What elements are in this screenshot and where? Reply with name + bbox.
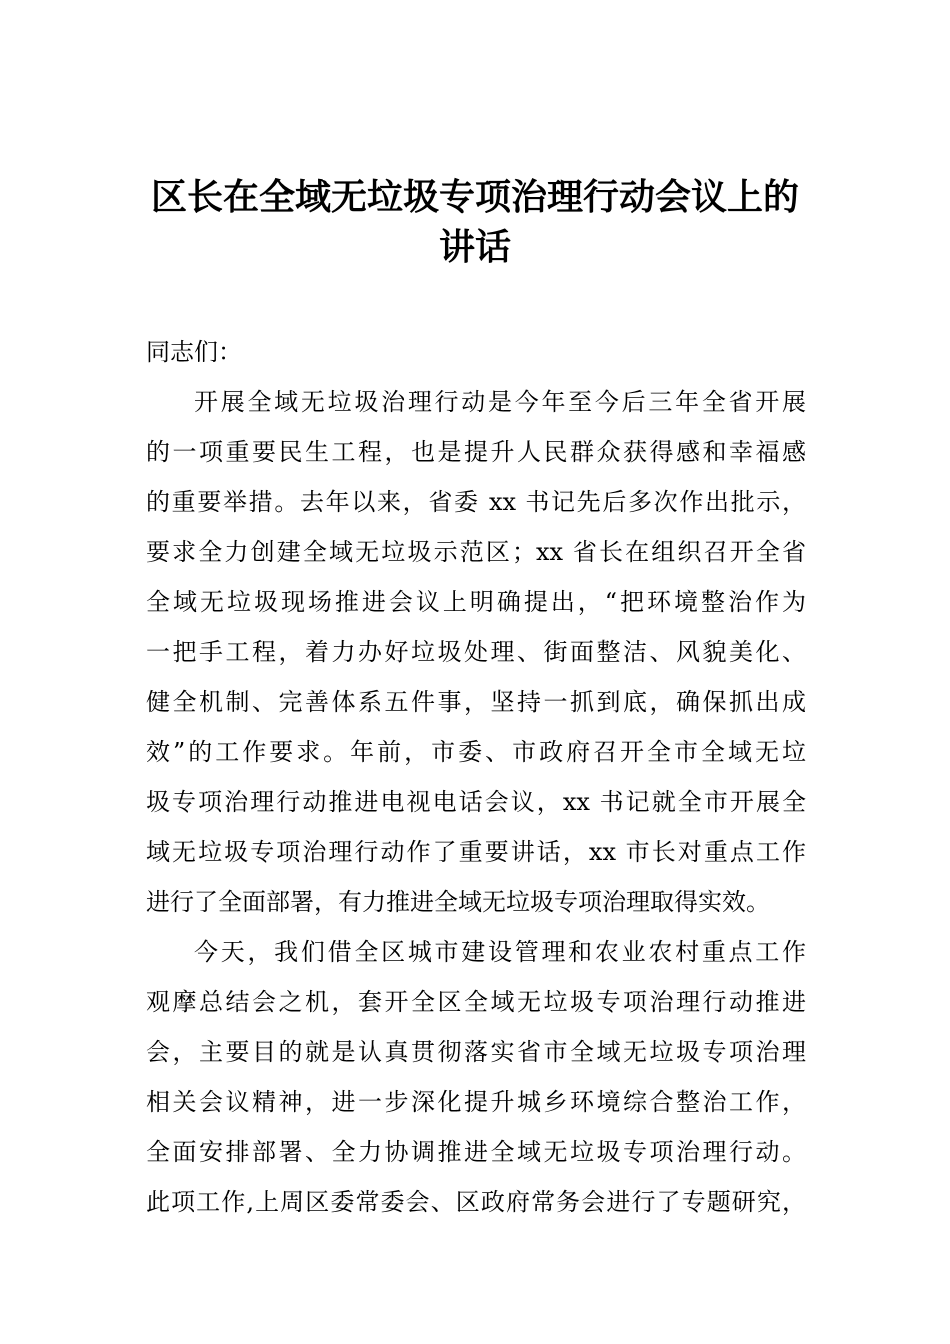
paragraph-1-line: 效”的工作要求。年前，市委、市政府召开全市全域无垃 bbox=[146, 738, 806, 766]
paragraph-2-line: 今天，我们借全区城市建设管理和农业农村重点工作 bbox=[194, 938, 806, 966]
paragraph-2-line: 全面安排部署、全力协调推进全域无垃圾专项治理行动。 bbox=[146, 1138, 806, 1166]
paragraph-1-line: 圾专项治理行动推进电视电话会议，xx 书记就全市开展全 bbox=[146, 788, 806, 816]
paragraph-1-line: 全域无垃圾现场推进会议上明确提出，“把环境整治作为 bbox=[146, 588, 806, 616]
paragraph-1-line: 开展全域无垃圾治理行动是今年至今后三年全省开展 bbox=[194, 388, 806, 416]
paragraph-1-line: 的重要举措。去年以来，省委 xx 书记先后多次作出批示， bbox=[146, 488, 806, 516]
document-title-line-2: 讲话 bbox=[438, 226, 511, 268]
document-title-line-1: 区长在全域无垃圾专项治理行动会议上的 bbox=[150, 176, 799, 218]
paragraph-2-line: 相关会议精神，进一步深化提升城乡环境综合整治工作， bbox=[146, 1088, 806, 1116]
paragraph-1-line: 的一项重要民生工程，也是提升人民群众获得感和幸福感 bbox=[146, 438, 806, 466]
paragraph-1-line: 健全机制、完善体系五件事，坚持一抓到底，确保抓出成 bbox=[146, 688, 806, 716]
paragraph-2-line: 此项工作,上周区委常委会、区政府常务会进行了专题研究， bbox=[146, 1188, 806, 1216]
paragraph-1-line: 域无垃圾专项治理行动作了重要讲话，xx 市长对重点工作 bbox=[146, 838, 806, 866]
salutation: 同志们： bbox=[146, 338, 242, 366]
paragraph-2-line: 观摩总结会之机，套开全区全域无垃圾专项治理行动推进 bbox=[146, 988, 806, 1016]
paragraph-1-line: 进行了全面部署，有力推进全域无垃圾专项治理取得实效。 bbox=[146, 888, 770, 916]
paragraph-1-line: 要求全力创建全域无垃圾示范区；xx 省长在组织召开全省 bbox=[146, 538, 806, 566]
paragraph-1-line: 一把手工程，着力办好垃圾处理、街面整洁、风貌美化、 bbox=[146, 638, 806, 666]
paragraph-2-line: 会，主要目的就是认真贯彻落实省市全域无垃圾专项治理 bbox=[146, 1038, 806, 1066]
